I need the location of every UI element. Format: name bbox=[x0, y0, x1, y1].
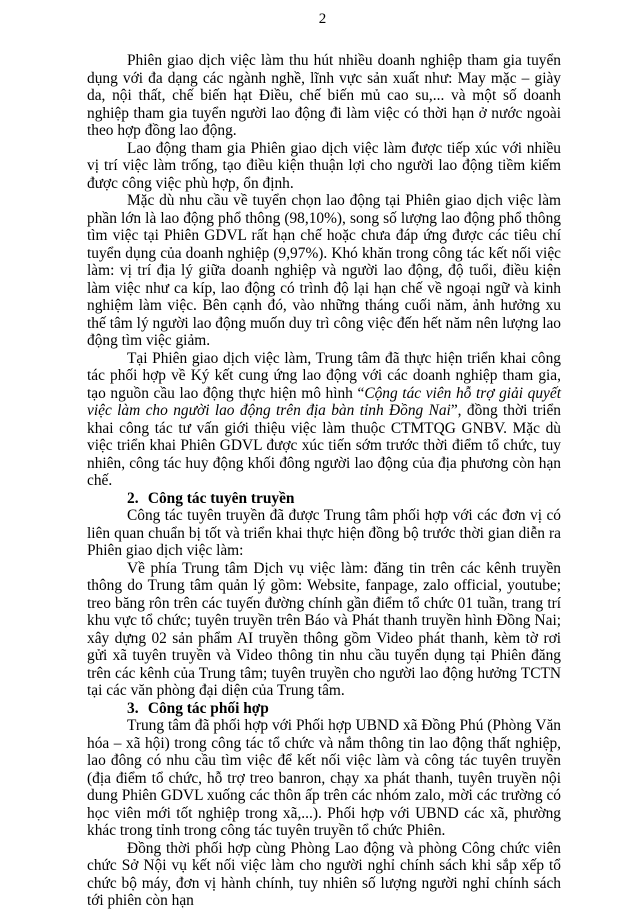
paragraph-text-after: ”, đồng thời triển khai công tác tư vấn giới thiệu việc làm thuộc CTMTQG GNBV. Mặc dù việc triển khai Phiên GDVL được xúc tiến sớm trước thời điểm tổ chức, tuy nhiên, công tác huy động khối đông người lao động của địa phương còn hạn chế. bbox=[87, 402, 561, 489]
document-body bbox=[87, 52, 561, 910]
section-title: Công tác tuyên truyền bbox=[147, 489, 295, 507]
paragraph-recruitment-overview: Phiên giao dịch việc làm thu hút nhiều doanh nghiệp tham gia tuyển dụng với đa dạng các ngành nghề, lĩnh vực sản xuất như: May mặc – giày da, nội thất, chế biến hạt Điều, chế biến mủ cao su,... và một số doanh nghiệp tham gia tuyển người lao động đi làm việc có thời hạn ở nước ngoài theo hợp đồng lao động. bbox=[87, 52, 561, 139]
paragraph-coordination-department: Đồng thời phối hợp cùng Phòng Lao động và phòng Công chức viên chức Sở Nội vụ kết nối việc làm cho người nghỉ chính sách khi sắp xếp tổ chức bộ máy, đơn vị hành chính, tuy nhiên số lượng người nghỉ chính sách tới phiên còn hạn bbox=[87, 839, 561, 909]
paragraph-text-before: Tại Phiên giao dịch việc làm, Trung tâm đã thực hiện triển khai công tác phối hợp về Ký kết cung ứng lao động với các doanh nghiệp tham gia, tạo nguồn cầu lao động thực hiện mô hình “ bbox=[87, 349, 561, 402]
section-heading-propaganda bbox=[87, 490, 561, 508]
paragraph-propaganda-channels: Về phía Trung tâm Dịch vụ việc làm: đăng tin trên các kênh truyền thông do Trung tâm quản lý gồm: Website, fanpage, zalo official, youtube; treo băng rôn trên các tuyến đường chính gần điểm tổ chức 01 tuần, trang trí khu vực tổ chức; tuyên truyền trên Báo và Phát thanh truyền hình Đồng Nai; xây dựng 02 sản phẩm AI truyền thông gồm Video phát thanh, kèm tờ rơi gửi xã tuyên truyền và Video thông tin nhu cầu tuyển dụng tại Phiên đăng trên các kênh của Trung tâm; tuyên truyền cho người lao động hưởng TCTN tại các văn phòng đại diện của Trung tâm. bbox=[87, 559, 561, 699]
section-heading-coordination bbox=[87, 700, 561, 718]
section-number: 3. bbox=[127, 699, 139, 717]
section-title: Công tác phối hợp bbox=[147, 699, 269, 717]
model-name-italic: Cộng tác viên hỗ trợ giải quyết việc làm cho người lao động trên địa bàn tỉnh Đồng Nai bbox=[87, 384, 561, 419]
paragraph-propaganda-intro: Công tác tuyên truyền đã được Trung tâm phối hợp với các đơn vị có liên quan chuẩn bị tốt và triển khai thực hiện đồng bộ trước thời gian diễn ra Phiên giao dịch việc làm: bbox=[87, 507, 561, 559]
paragraph-worker-access: Lao động tham gia Phiên giao dịch việc làm được tiếp xúc với nhiều vị trí việc làm trống, tạo điều kiện thuận lợi cho người lao động tiềm kiếm được công việc phù hợp, ổn định. bbox=[87, 139, 561, 192]
paragraph-difficulties: Mặc dù nhu cầu về tuyển chọn lao động tại Phiên giao dịch việc làm phần lớn là lao động phổ thông (98,10%), song số lượng lao động phổ thông tìm việc tại Phiên GDVL rất hạn chế hoặc chưa đáp ứng được các tiêu chí tuyển dụng của doanh nghiệp (9,97%). Khó khăn trong công tác kết nối việc làm: vị trí địa lý giữa doanh nghiệp và người lao động, độ tuổi, điều kiện làm việc như ca kíp, lao động có trình độ lại hạn chế về ngoại ngữ và kinh nghiệm làm việc. Bên cạnh đó, vào những tháng cuối năm, ảnh hưởng xu thế tâm lý người lao động muốn duy trì công việc đến hết năm nên lượng lao động tìm việc giảm. bbox=[87, 192, 561, 349]
page-number: 2 bbox=[318, 11, 327, 27]
section-number: 2. bbox=[127, 489, 139, 507]
paragraph-collaboration-model bbox=[87, 350, 561, 490]
paragraph-coordination-commune: Trung tâm đã phối hợp với Phối hợp UBND xã Đồng Phú (Phòng Văn hóa – xã hội) trong công tác tổ chức và nắm thông tin lao động thất nghiệp, lao đông có nhu cầu tìm việc để kết nối việc làm và công tác tuyên truyền (địa điểm tổ chức, hỗ trợ treo banron, chạy xa phát thanh, tuyên truyền nội dung Phiên GDVL xuống các thôn ấp trên các nhóm zalo, mời các trường có học viên mới tốt nghiệp trong xã,...). Phối hợp với UBND các xã, phường khác trong tỉnh trong công tác tuyên truyền tổ chức Phiên. bbox=[87, 717, 561, 839]
